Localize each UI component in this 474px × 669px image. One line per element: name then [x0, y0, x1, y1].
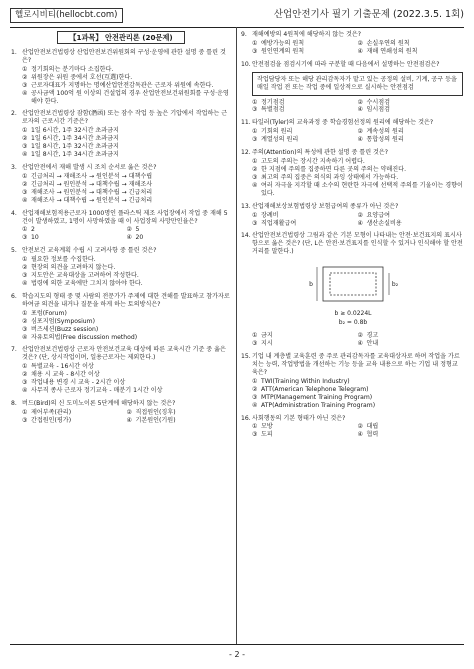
choice-item	[127, 409, 232, 417]
choice-text: 직업재활급여	[261, 219, 297, 227]
choice-mark: ①	[22, 363, 28, 371]
question-item	[11, 164, 231, 205]
choice-grid	[241, 128, 463, 144]
question-item	[11, 49, 231, 105]
choice-text: 기본원인(기원)	[135, 416, 176, 424]
choice-mark: ②	[252, 165, 258, 173]
choice-mark: ②	[357, 128, 363, 136]
choice-mark: ②	[357, 98, 363, 106]
right-question-list	[241, 31, 463, 439]
choice-item	[22, 272, 231, 280]
choice-mark: ③	[252, 431, 258, 439]
question-number: 7.	[11, 346, 17, 354]
b-label: b	[308, 281, 313, 289]
question-stem	[241, 149, 463, 157]
choice-text: 계속성의 원리	[366, 128, 404, 136]
choice-item	[127, 234, 232, 242]
choice-text: 심포지엄(Symposium)	[31, 317, 95, 325]
choice-mark: ②	[22, 135, 28, 143]
choice-text: TWI(Training Within Industry)	[261, 377, 350, 385]
choice-list	[11, 127, 231, 159]
choice-mark: ②	[357, 39, 363, 47]
question-number: 8.	[11, 399, 17, 407]
formula-b: b ≥ 0.0224L	[334, 310, 371, 318]
choice-list	[11, 66, 231, 106]
choice-mark: ②	[22, 317, 28, 325]
choice-item	[358, 212, 464, 220]
choice-text: 5	[135, 226, 140, 234]
choice-mark: ①	[252, 423, 258, 431]
question-text: 주의(Attention)의 특성에 관한 설명 중 틀린 것은?	[252, 149, 389, 157]
question-text: 안전보건 교육계획 수립 시 고려사항 중 틀린 것은?	[22, 247, 157, 255]
question-text: 산업재해보험적용근로자 1000명인 플라스틱 제조 사업장에서 작업 중 재해 5건이 발생하였고, 1명이 사망하였을 때 이 사업장의 사망만인율은?	[22, 209, 228, 225]
choice-text: 수시점검	[366, 98, 391, 106]
choice-text: 2	[31, 226, 35, 234]
page-header	[10, 8, 464, 24]
choice-item	[252, 136, 358, 144]
question-item	[11, 110, 231, 159]
choice-mark: ④	[357, 219, 363, 227]
choice-text: 협력	[366, 431, 379, 439]
formula-b2: b₂ = 0.8b	[338, 319, 367, 327]
choice-item	[22, 334, 231, 342]
choice-mark: ①	[22, 127, 28, 135]
choice-mark: ③	[252, 340, 258, 348]
choice-item	[22, 226, 127, 234]
choice-text: 사무직 종사 근로자 정기교육 - 매분기 1시간 이상	[31, 387, 163, 395]
question-number: 15.	[241, 353, 251, 361]
choice-text: 재해조사 → 대책수립 → 원인분석 → 긴급처리	[31, 196, 153, 204]
choice-mark: ④	[22, 151, 28, 159]
choice-mark: ④	[22, 279, 28, 287]
choice-item	[252, 106, 358, 114]
choice-text: 1일 8시간, 1주 34시간 초과금지	[31, 151, 119, 159]
question-stem	[241, 61, 463, 69]
choice-mark: ③	[252, 393, 258, 401]
question-number: 11.	[241, 119, 251, 127]
question-number: 9.	[241, 31, 247, 38]
question-number: 16.	[241, 414, 251, 422]
choice-text: 한 지점에 주의를 집중하면 다른 곳의 주의는 약해진다.	[261, 165, 407, 173]
choice-text: 정기회의는 분기마다 소집한다.	[31, 65, 114, 73]
choice-item	[252, 394, 463, 402]
choice-item	[22, 189, 231, 197]
choice-item	[22, 409, 127, 417]
choice-text: 자유토의법(Free discussion method)	[31, 333, 138, 341]
question-text: 안전점검을 점검시기에 따라 구분할 때 다음에서 설명하는 안전점검은?	[252, 60, 440, 68]
choice-text: 요양급여	[366, 211, 391, 219]
choice-mark: ③	[252, 219, 258, 227]
choice-item	[22, 264, 231, 272]
choice-text: 최고의 주의 집중은 의식의 과잉 상태에서 가능하다.	[261, 173, 399, 181]
question-text: 버드(Bird)의 신 도미노이론 5단계에 해당하지 않는 것은?	[22, 399, 176, 407]
choice-item	[22, 90, 231, 106]
choice-text: 제어부족(관리)	[31, 408, 72, 416]
question-item	[241, 232, 463, 348]
choice-text: 여러 자극을 지각할 때 소수의 현란한 자극에 선택적 주의를 기울이는 경향이 있다.	[261, 181, 463, 197]
question-number: 2.	[11, 110, 17, 118]
choice-item	[252, 158, 463, 166]
choice-mark: ④	[22, 387, 28, 395]
choice-text: ATP(Administration Training Program)	[261, 401, 376, 409]
choice-text: 간접원인(평가)	[31, 416, 72, 424]
site-name[interactable]: 헬로시비티(hellocbt.com)	[10, 8, 123, 23]
question-item	[241, 61, 463, 115]
question-number: 10.	[241, 60, 251, 68]
choice-item	[22, 280, 231, 288]
choice-item	[252, 166, 463, 174]
choice-item	[252, 40, 358, 48]
choice-item	[22, 417, 127, 425]
choice-text: 금지	[261, 332, 273, 340]
choice-item	[252, 340, 358, 348]
choice-item	[22, 135, 231, 143]
choice-item	[252, 182, 463, 198]
choice-item	[252, 174, 463, 182]
choice-mark: ①	[252, 158, 258, 166]
choice-grid	[11, 409, 231, 425]
choice-mark: ④	[357, 340, 363, 348]
question-stem	[241, 232, 463, 256]
question-item	[241, 149, 463, 198]
question-number: 4.	[11, 209, 17, 217]
question-stem	[241, 415, 463, 423]
choice-text: 작업내용 변경 시 교육 - 2시간 이상	[31, 379, 126, 387]
choice-mark: ③	[22, 234, 28, 242]
choice-text: 대립	[366, 423, 379, 431]
choice-item	[358, 106, 464, 114]
choice-mark: ③	[252, 136, 258, 144]
choice-mark: ③	[22, 81, 28, 89]
choice-grid	[241, 423, 463, 439]
choice-mark: ①	[252, 39, 258, 47]
choice-item	[358, 136, 464, 144]
choice-mark: ③	[22, 143, 28, 151]
choice-text: 버즈세션(Buzz session)	[31, 325, 99, 333]
choice-mark: ④	[357, 106, 363, 114]
choice-item	[252, 332, 358, 340]
choice-text: 1일 8시간, 1주 32시간 초과금지	[31, 143, 119, 151]
choice-mark: ③	[252, 47, 258, 55]
question-text: 타일러(Tyler)의 교육과정 중 학습경험선정의 원리에 해당하는 것은?	[252, 119, 434, 127]
choice-list	[241, 158, 463, 198]
question-stem	[11, 400, 231, 408]
question-stem	[11, 49, 231, 65]
outer-rectangle	[323, 267, 383, 301]
choice-text: 안내	[366, 340, 379, 348]
choice-item	[22, 234, 127, 242]
choice-text: 필요한 정보를 수집한다.	[31, 256, 96, 264]
choice-text: 기회의 원리	[261, 128, 293, 136]
footer-rule	[10, 644, 464, 645]
question-stem	[241, 353, 463, 377]
question-box-text: 작업담당자 또는 해당 관리감독자가 맡고 있는 공정의 설비, 기계, 공구 등을 매일 작업 전 또는 작업 중에 일상적으로 실시하는 안전점검	[252, 72, 463, 96]
choice-item	[22, 326, 231, 334]
question-number: 3.	[11, 163, 17, 171]
choice-text: 임시점검	[366, 106, 391, 114]
choice-item	[22, 66, 231, 74]
choice-text: 10	[31, 234, 39, 242]
question-item	[11, 210, 231, 243]
choice-item	[358, 220, 464, 228]
choice-mark: ②	[22, 264, 28, 272]
choice-text: 정기점검	[261, 98, 285, 106]
choice-mark: ④	[22, 196, 28, 204]
choice-mark: ②	[126, 226, 132, 234]
choice-item	[252, 431, 358, 439]
choice-text: 특별교육 - 16시간 이상	[31, 363, 94, 371]
question-number: 12.	[241, 149, 251, 157]
choice-mark: ②	[357, 423, 363, 431]
choice-item	[127, 417, 232, 425]
choice-mark: ①	[22, 256, 28, 264]
left-question-list	[11, 49, 231, 425]
choice-text: 1일 6시간, 1주 32시간 초과금지	[31, 127, 119, 135]
choice-mark: ④	[22, 89, 28, 97]
choice-text: 근로자대표가 지명하는 명예산업안전감독관은 근로자 위원에 속한다.	[31, 81, 214, 89]
choice-mark: ②	[357, 332, 363, 340]
choice-item	[252, 386, 463, 394]
question-text: 기업 내 계층별 교육훈련 중 주로 관리감독자를 교육대상자로 하며 작업을 가르치는 능력, 작업방법을 개선하는 기능 등을 교육 내용으로 하는 기업 내 정형교육은?	[252, 353, 460, 376]
column-divider	[236, 27, 237, 644]
choice-mark: ①	[22, 65, 28, 73]
choice-mark: ④	[357, 47, 363, 55]
choice-text: 모방	[261, 423, 273, 431]
choice-text: 1일 6시간, 1주 34시간 초과금지	[31, 135, 119, 143]
choice-item	[252, 220, 358, 228]
choice-mark: ②	[22, 180, 28, 188]
left-column	[11, 31, 231, 430]
choice-mark: ①	[22, 408, 28, 416]
choice-text: 채용 시 교육 - 8시간 이상	[31, 371, 100, 379]
choice-item	[358, 340, 464, 348]
choice-mark: ③	[22, 272, 28, 280]
choice-mark: ②	[22, 73, 28, 81]
question-number: 1.	[11, 49, 17, 56]
choice-item	[22, 143, 231, 151]
question-text: 산업안전보건법령상 그림과 같은 기본 모형이 나타내는 안전·보건표지의 표시사항으로 옳은 것은? (단, L은 안전·보건표지를 인식할 수 있거나 인식해야 할 안전거리를 말한다.)	[252, 232, 463, 256]
choice-text: 현장의 의견을 고려하지 않는다.	[31, 264, 116, 272]
choice-mark: ②	[357, 211, 363, 219]
choice-list	[11, 173, 231, 205]
question-text: 사회행동의 기본 형태가 아닌 것은?	[252, 414, 346, 422]
question-stem	[11, 210, 231, 226]
question-item	[241, 203, 463, 228]
choice-item	[358, 332, 464, 340]
question-stem	[11, 164, 231, 172]
choice-item	[358, 431, 464, 439]
question-number: 5.	[11, 247, 17, 255]
choice-list	[11, 363, 231, 395]
choice-item	[22, 173, 231, 181]
choice-mark: ④	[126, 234, 132, 242]
choice-item	[22, 74, 231, 82]
choice-grid	[241, 40, 463, 56]
question-stem	[11, 110, 231, 126]
choice-mark: ①	[22, 309, 28, 317]
question-number: 13.	[241, 202, 251, 210]
question-text: 산업안전보건법령상 잠함(潛函) 또는 잠수 작업 등 높은 기압에서 작업하는 근로자의 근로시간 기준은?	[22, 110, 228, 126]
choice-text: 계열성의 원리	[261, 136, 299, 144]
question-stem	[241, 203, 463, 211]
choice-item	[22, 197, 231, 205]
question-text: 산업안전보건법령상 근로자 안전보건교육 대상에 따른 교육시간 기준 중 옳은 것은? (단, 상시작업이며, 일용근로자는 제외한다.)	[22, 346, 226, 362]
question-item	[241, 353, 463, 409]
question-text: 산업안전에서 재해 발생 시 조치 순서로 옳은 것은?	[22, 163, 157, 171]
choice-grid	[241, 99, 463, 115]
question-text: 학습지도의 형태 중 몇 사람의 전문가가 주제에 대한 견해를 발표하고 참가자로 하여금 의견을 내거나 질문을 하게 하는 토의방식은?	[22, 292, 230, 308]
choice-item	[252, 212, 358, 220]
question-text: 산업재해보상보험법령상 보험급여의 종류가 아닌 것은?	[252, 202, 399, 210]
choice-item	[22, 379, 231, 387]
question-number: 14.	[241, 232, 251, 240]
choice-text: ATT(American Telephone Telegram)	[261, 385, 369, 393]
choice-mark: ④	[22, 333, 28, 341]
choice-mark: ①	[252, 377, 258, 385]
choice-mark: ④	[357, 431, 363, 439]
choice-mark: ③	[22, 416, 28, 424]
choice-item	[358, 40, 464, 48]
question-item	[11, 247, 231, 288]
question-stem	[241, 31, 463, 39]
question-stem	[11, 247, 231, 255]
header-rule	[10, 27, 464, 28]
choice-item	[358, 48, 464, 56]
choice-text: 특별점검	[261, 106, 285, 114]
choice-mark: ③	[22, 325, 28, 333]
choice-text: 경고	[366, 332, 379, 340]
question-item	[241, 31, 463, 56]
choice-item	[252, 48, 358, 56]
choice-text: 긴급처리 → 원인분석 → 대책수립 → 재해조사	[31, 180, 153, 188]
sign-shape-figure	[252, 259, 463, 329]
choice-text: 긴급처리 → 재해조사 → 원인분석 → 대책수립	[31, 172, 153, 180]
choice-mark: ②	[22, 371, 28, 379]
choice-item	[252, 378, 463, 386]
choice-text: 법령에 의한 교육에만 그치지 않아야 한다.	[31, 279, 143, 287]
choice-item	[22, 82, 231, 90]
choice-mark: ④	[126, 416, 132, 424]
choice-mark: ③	[252, 106, 258, 114]
choice-text: 손실우연의 원칙	[366, 39, 410, 47]
choice-text: 고도의 주의는 장시간 지속하기 어렵다.	[261, 158, 365, 166]
choice-text: 지도안은 교육대상을 고려하여 작성한다.	[31, 272, 139, 280]
choice-mark: ①	[252, 98, 258, 106]
right-column	[241, 31, 463, 444]
question-item	[241, 119, 463, 144]
choice-text: 원인연계의 원칙	[261, 47, 305, 55]
question-stem	[11, 293, 231, 309]
choice-text: 장례비	[261, 211, 279, 219]
choice-list	[11, 256, 231, 288]
choice-mark: ①	[22, 226, 28, 234]
choice-text: 생산손실비용	[366, 219, 402, 227]
choice-text: 공사금액 100억 원 이상의 건설업의 경우 산업안전보건위원회를 구성·운영해야 한다.	[31, 89, 229, 105]
choice-text: 통합성의 원리	[366, 136, 404, 144]
choice-mark: ①	[22, 172, 28, 180]
choice-item	[22, 318, 231, 326]
choice-grid	[241, 212, 463, 228]
choice-mark: ①	[252, 211, 258, 219]
choice-mark: ③	[22, 188, 28, 196]
choice-mark: ②	[126, 408, 132, 416]
choice-mark: ②	[252, 385, 258, 393]
page-number: - 2 -	[229, 650, 245, 659]
choice-text: 지시	[261, 340, 273, 348]
exam-title: 산업안전기사 필기 기출문제 (2022.3.5. 1회)	[273, 9, 464, 20]
choice-item	[22, 181, 231, 189]
section-title: 【1과목】 안전관리론 (20문제)	[57, 31, 185, 44]
choice-mark: ④	[357, 136, 363, 144]
choice-mark: ③	[22, 379, 28, 387]
choice-text: MTP(Management Training Program)	[261, 393, 373, 401]
question-text: 재해예방의 4원칙에 해당하지 않는 것은?	[252, 31, 362, 38]
choice-item	[22, 371, 231, 379]
choice-text: 도피	[261, 431, 273, 439]
choice-text: 위원장은 위원 중에서 호선(互選)한다.	[31, 73, 133, 81]
choice-text: 포럼(Forum)	[31, 309, 67, 317]
question-item	[241, 415, 463, 440]
choice-item	[127, 226, 232, 234]
question-item	[11, 400, 231, 425]
choice-text: 재해조사 → 원인분석 → 대책수립 → 긴급처리	[31, 188, 153, 196]
choice-mark: ④	[252, 401, 258, 409]
choice-mark: ④	[252, 181, 258, 189]
choice-item	[22, 310, 231, 318]
choice-item	[252, 402, 463, 410]
choice-list	[11, 310, 231, 342]
choice-text: 직접원인(징후)	[135, 408, 176, 416]
choice-grid	[11, 226, 231, 242]
question-item	[11, 293, 231, 342]
choice-grid	[241, 332, 463, 348]
question-stem	[241, 119, 463, 127]
question-stem	[11, 346, 231, 362]
choice-text: 20	[135, 234, 144, 242]
choice-mark: ③	[252, 173, 258, 181]
choice-mark: ①	[252, 332, 258, 340]
choice-text: 재해 연쇄성의 원칙	[366, 47, 418, 55]
choice-item	[22, 387, 231, 395]
choice-item	[22, 256, 231, 264]
question-text: 산업안전보건법령상 산업안전보건위원회의 구성·운영에 관한 설명 중 틀린 것은?	[22, 49, 226, 64]
rectangle-sign-diagram	[283, 259, 433, 329]
choice-text: 예방가능의 원칙	[261, 39, 305, 47]
choice-list	[241, 378, 463, 410]
choice-item	[22, 151, 231, 159]
question-number: 6.	[11, 292, 17, 300]
inner-rectangle	[330, 273, 376, 295]
choice-mark: ①	[252, 128, 258, 136]
choice-item	[22, 363, 231, 371]
question-item	[11, 346, 231, 395]
b2-label: b₂	[391, 281, 398, 289]
